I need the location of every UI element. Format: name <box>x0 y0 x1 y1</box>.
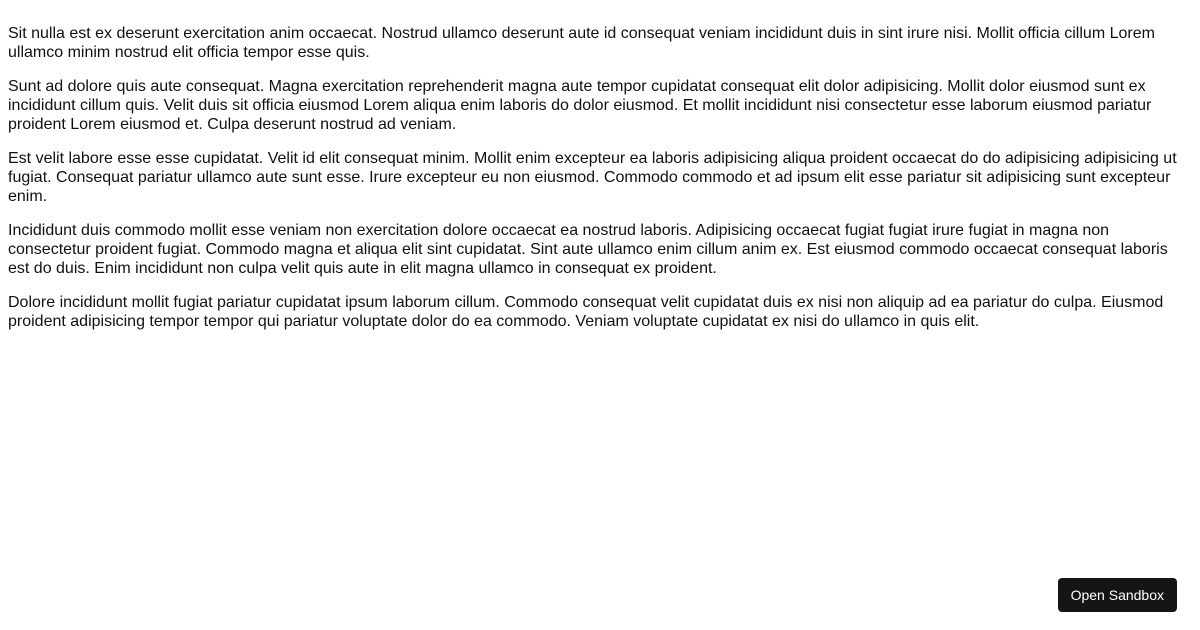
paragraph-3: Est velit labore esse esse cupidatat. Velit id elit consequat minim. Mollit enim excepteur ea laboris adipisicing aliqua proident occaecat do do adipisicing adipisicing ut fugiat. Consequat pariatur ullamco aute sunt esse. Irure excepteur eu non eiusmod. Commodo commodo et ad ipsum elit esse pariatur sit adipisicing sunt excepteur enim. <box>8 150 1177 205</box>
paragraph-2: Sunt ad dolore quis aute consequat. Magna exercitation reprehenderit magna aute tempor cupidatat consequat elit dolor adipisicing. Mollit dolor eiusmod sunt ex incididunt cillum quis. Velit duis sit officia eiusmod Lorem aliqua enim laboris do dolor eiusmod. Et mollit incididunt nisi consectetur esse laborum eiusmod pariatur proident Lorem eiusmod et. Culpa deserunt nostrud ad veniam. <box>8 78 1152 133</box>
paragraph-5: Dolore incididunt mollit fugiat pariatur cupidatat ipsum laborum cillum. Commodo consequat velit cupidatat duis ex nisi non aliquip ad ea pariatur do culpa. Eiusmod proident adipisicing tempor tempor qui pariatur voluptate dolor do ea commodo. Veniam voluptate cupidatat ex nisi do ullamco in quis elit. <box>8 294 1164 330</box>
paragraph-1: Sit nulla est ex deserunt exercitation anim occaecat. Nostrud ullamco deserunt aute id consequat veniam incididunt duis in sint irure nisi. Mollit officia cillum Lorem ullamco minim nostrud elit officia tempor esse quis. <box>8 25 1155 61</box>
paragraph-4: Incididunt duis commodo mollit esse veniam non exercitation dolore occaecat ea nostrud laboris. Adipisicing occaecat fugiat fugiat irure fugiat in magna non consectetur proident fugiat. Commodo magna et aliqua elit sint cupidatat. Sint aute ullamco enim cillum anim ex. Est eiusmod commodo occaecat consequat laboris est do duis. Enim incididunt non culpa velit quis aute in elit magna ullamco in consequat ex proident. <box>8 222 1168 277</box>
open-sandbox-button[interactable]: Open Sandbox <box>1058 578 1177 612</box>
document-body <box>8 24 1188 346</box>
